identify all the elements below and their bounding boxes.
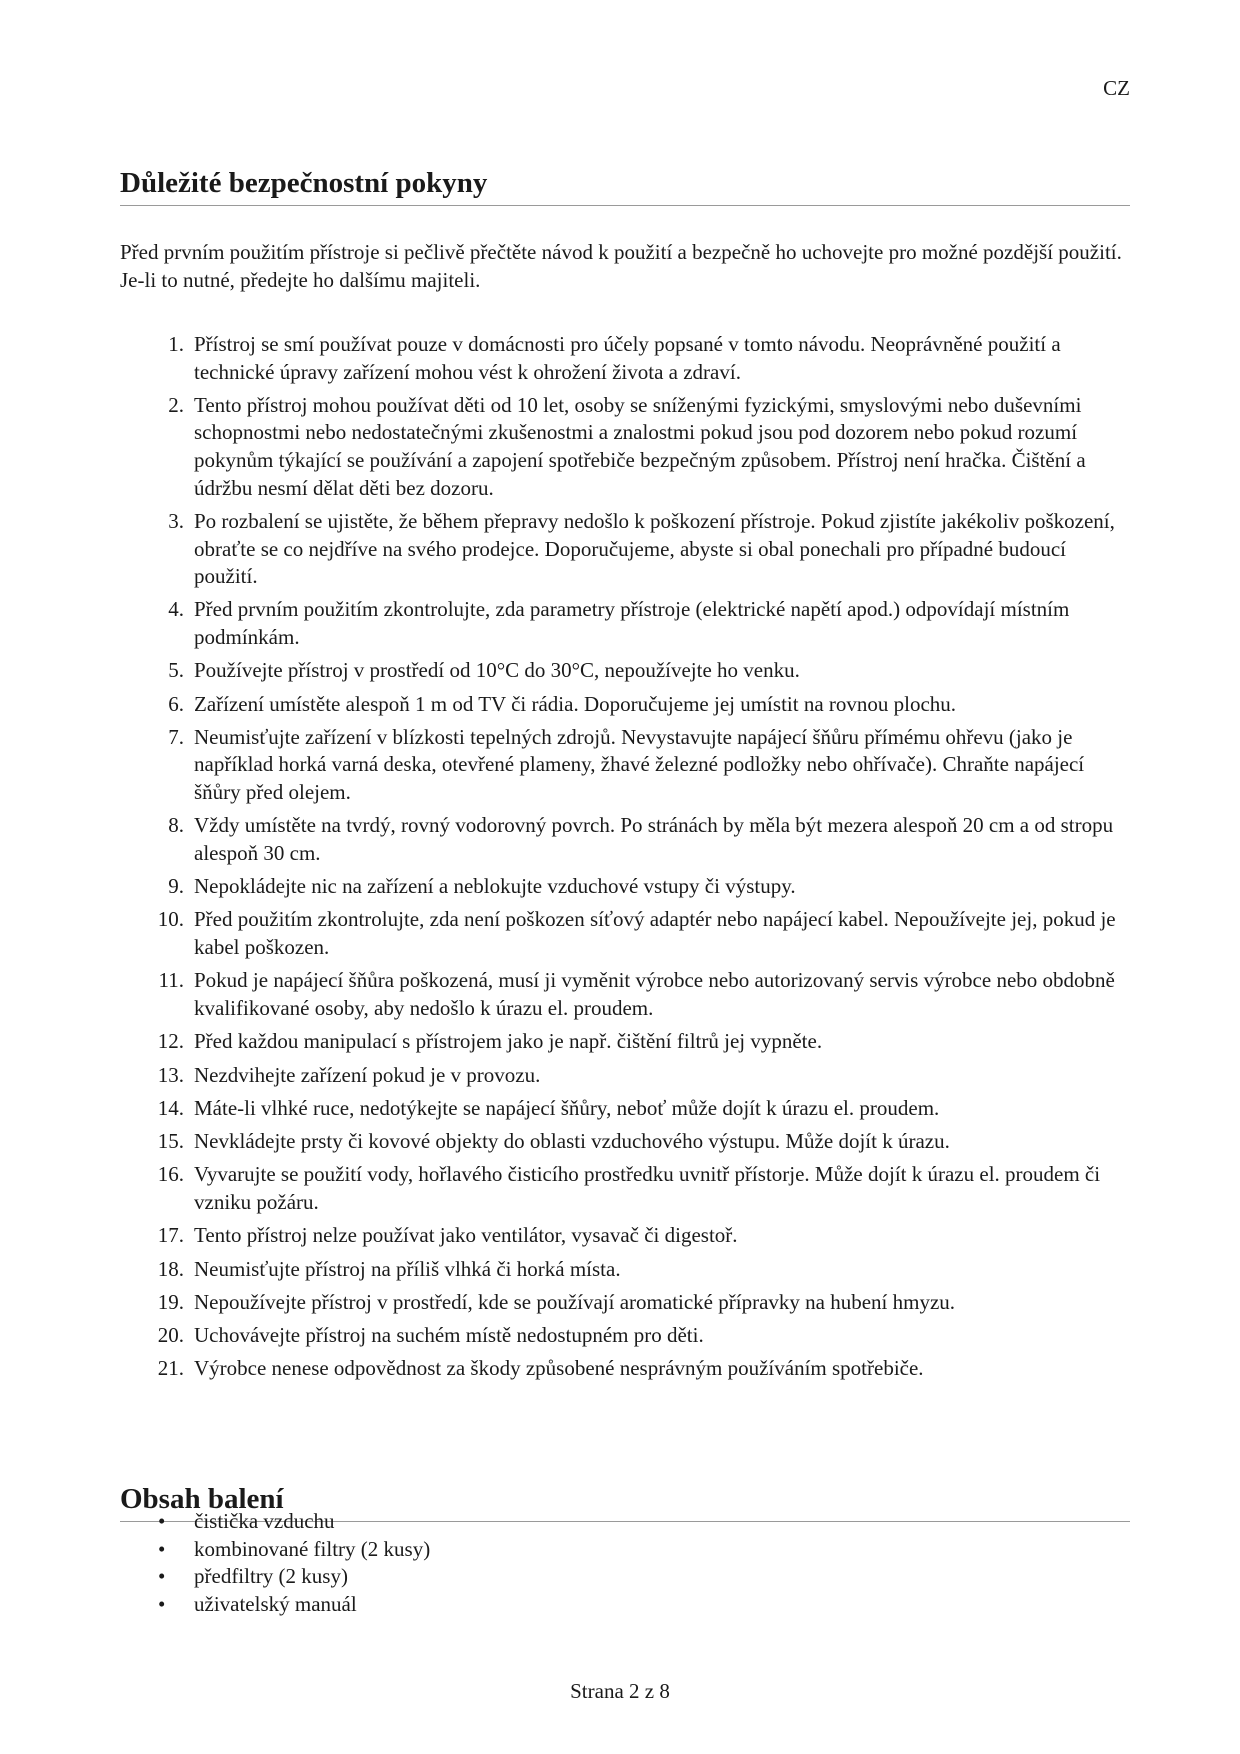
- list-item-text: Zařízení umístěte alespoň 1 m od TV či rádia. Doporučujeme jej umístit na rovnou plochu.: [194, 691, 957, 716]
- list-item: [120, 1536, 1130, 1564]
- list-item: [120, 1222, 1130, 1250]
- contents-heading: Obsah balení: [120, 1482, 1130, 1522]
- list-item-number: 6.: [168, 691, 184, 716]
- language-code: CZ: [1103, 76, 1130, 100]
- safety-heading: Důležité bezpečnostní pokyny: [120, 166, 1130, 206]
- list-item: [120, 812, 1130, 867]
- list-item: [120, 508, 1130, 591]
- list-item: [120, 1591, 1130, 1619]
- list-item-number: 3.: [168, 508, 184, 533]
- list-item-text: Používejte přístroj v prostředí od 10°C do 30°C, nepoužívejte ho venku.: [194, 658, 800, 683]
- list-item-text: Nepokládejte nic na zařízení a neblokujte vzduchové vstupy či výstupy.: [194, 874, 796, 899]
- bullet-icon: •: [158, 1536, 166, 1561]
- list-item: [120, 1062, 1130, 1090]
- list-item-text: Nezdvihejte zařízení pokud je v provozu.: [194, 1062, 541, 1087]
- list-item-number: 7.: [168, 724, 184, 749]
- list-item-text: Uchovávejte přístroj na suchém místě nedostupném pro děti.: [194, 1323, 704, 1348]
- list-item-text: Přístroj se smí používat pouze v domácnosti pro účely popsané v tomto návodu. Neoprávněné použití a technické úpravy zařízení mohou vést k ohrožení života a zdraví.: [194, 332, 1061, 384]
- list-item: [120, 1128, 1130, 1156]
- list-item: [120, 1322, 1130, 1350]
- list-item: [120, 724, 1130, 807]
- list-item-text: Tento přístroj mohou používat děti od 10 let, osoby se sníženými fyzickými, smyslovými nebo duševními schopnostmi nebo nedostatečnými zkušenostmi a znalostmi pokud jsou pod dozorem nebo pokud rozumí pokynům týkající se používání a zapojení spotřebiče bezpečným způsobem. Přístroj není hračka. Čištění a údržbu nesmí dělat děti bez dozoru.: [194, 392, 1086, 500]
- page-number: Strana 2 z 8: [570, 1679, 670, 1703]
- bullet-icon: •: [158, 1509, 166, 1533]
- list-item-number: 20.: [157, 1323, 184, 1348]
- list-item: [120, 392, 1130, 502]
- list-item-number: 8.: [168, 813, 184, 838]
- list-item-number: 12.: [157, 1029, 184, 1054]
- list-item-text: předfiltry (2 kusy): [194, 1564, 348, 1589]
- list-item: [120, 657, 1130, 685]
- list-item-number: 9.: [168, 874, 184, 899]
- list-item-text: Před prvním použitím zkontrolujte, zda parametry přístroje (elektrické napětí apod.) odpovídají místním podmínkám.: [194, 597, 1070, 649]
- list-item-number: 4.: [168, 597, 184, 622]
- list-item-number: 5.: [168, 658, 184, 683]
- list-item: [120, 1028, 1130, 1056]
- list-item-number: 13.: [157, 1062, 184, 1087]
- list-item: [120, 331, 1130, 386]
- list-item-number: 1.: [168, 332, 184, 356]
- list-item-text: Tento přístroj nelze používat jako ventilátor, vysavač či digestoř.: [194, 1223, 738, 1248]
- list-item-text: Neumisťujte přístroj na příliš vlhká či horká místa.: [194, 1256, 621, 1281]
- list-item-number: 17.: [157, 1223, 184, 1248]
- bullet-icon: •: [158, 1564, 166, 1589]
- list-item-text: Po rozbalení se ujistěte, že během přepravy nedošlo k poškození přístroje. Pokud zjistíte jakékoliv poškození, obraťte se co nejdříve na svého prodejce. Doporučujeme, abyste si obal ponechali pro případné budoucí použití.: [194, 508, 1115, 589]
- list-item-number: 14.: [157, 1095, 184, 1120]
- list-item-text: kombinované filtry (2 kusy): [194, 1536, 431, 1561]
- list-item: [120, 1095, 1130, 1123]
- list-item-text: Výrobce nenese odpovědnost za škody způsobené nesprávným používáním spotřebiče.: [194, 1356, 924, 1381]
- list-item: [120, 1161, 1130, 1216]
- list-item-text: Před každou manipulací s přístrojem jako je např. čištění filtrů jej vypněte.: [194, 1029, 823, 1054]
- contents-list: [120, 1508, 1130, 1619]
- list-item-number: 21.: [157, 1356, 184, 1381]
- list-item-number: 19.: [157, 1289, 184, 1314]
- list-item: [120, 1508, 1130, 1536]
- list-item: [120, 967, 1130, 1022]
- list-item-text: Nevkládejte prsty či kovové objekty do oblasti vzduchového výstupu. Může dojít k úrazu.: [194, 1129, 950, 1154]
- list-item-text: uživatelský manuál: [194, 1592, 357, 1617]
- list-item: [120, 1289, 1130, 1317]
- list-item-number: 10.: [157, 907, 184, 932]
- list-item-text: Vyvarujte se použití vody, hořlavého čisticího prostředku uvnitř přístorje. Může dojít k úrazu el. proudem či vzniku požáru.: [194, 1162, 1101, 1214]
- list-item: [120, 596, 1130, 651]
- list-item: [120, 1355, 1130, 1383]
- list-item-number: 2.: [168, 392, 184, 417]
- list-item-number: 11.: [158, 968, 184, 993]
- list-item-text: Před použitím zkontrolujte, zda není poškozen síťový adaptér nebo napájecí kabel. Nepoužívejte jej, pokud je kabel poškozen.: [194, 907, 1116, 960]
- list-item: [120, 906, 1130, 961]
- list-item-number: 16.: [157, 1162, 184, 1187]
- list-item-number: 15.: [157, 1129, 184, 1154]
- list-item-text: Nepoužívejte přístroj v prostředí, kde se používají aromatické přípravky na hubení hmyzu.: [194, 1289, 956, 1314]
- intro-paragraph: Před prvním použitím přístroje si pečlivě přečtěte návod k použití a bezpečně ho uchovejte pro možné pozdější použití. Je-li to nutné, předejte ho dalšímu majiteli.: [120, 240, 1122, 292]
- list-item: [120, 1563, 1130, 1591]
- list-item-text: Pokud je napájecí šňůra poškozená, musí ji vyměnit výrobce nebo autorizovaný servis výrobce nebo obdobně kvalifikované osoby, aby nedošlo k úrazu el. proudem.: [194, 968, 1115, 1020]
- list-item: [120, 873, 1130, 901]
- list-item-text: Neumisťujte zařízení v blízkosti tepelných zdrojů. Nevystavujte napájecí šňůru přímému ohřevu (jako je například horká varná deska, otevřené plameny, žhavé železné podložky nebo ohřívače). Chraňte napájecí šňůry před olejem.: [194, 724, 1085, 805]
- list-item-text: Vždy umístěte na tvrdý, rovný vodorovný povrch. Po stránách by měla být mezera alespoň 20 cm a od stropu alespoň 30 cm.: [194, 813, 1114, 865]
- list-item: [120, 1256, 1130, 1284]
- list-item: [120, 691, 1130, 719]
- list-item-text: čistička vzduchu: [194, 1509, 335, 1533]
- safety-list: [120, 331, 1130, 1389]
- list-item-text: Máte-li vlhké ruce, nedotýkejte se napájecí šňůry, neboť může dojít k úrazu el. proudem.: [194, 1095, 940, 1120]
- list-item-number: 18.: [157, 1256, 184, 1281]
- bullet-icon: •: [158, 1592, 166, 1617]
